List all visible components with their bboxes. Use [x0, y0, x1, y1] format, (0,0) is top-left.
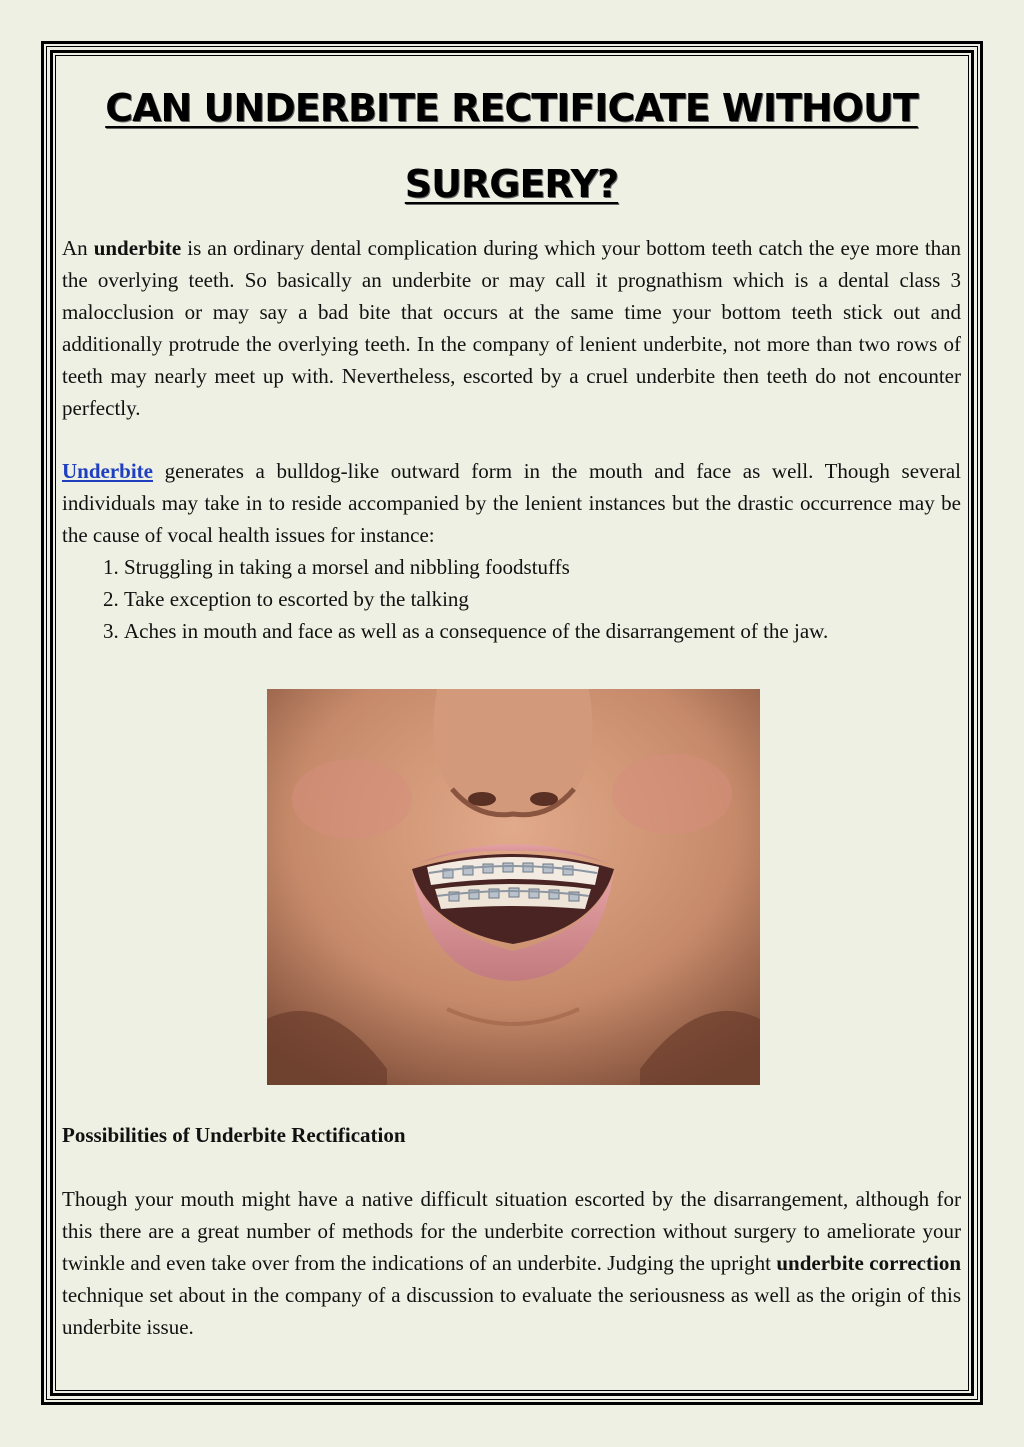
intro-paragraph [62, 232, 961, 424]
braces-smile-photo [267, 689, 760, 1085]
list-item: 1. Struggling in taking a morsel and nibbling foodstuffs [124, 551, 961, 583]
underbite-term: underbite [93, 236, 182, 260]
section-heading: Possibilities of Underbite Rectification [62, 1123, 406, 1147]
underbite-link[interactable]: Underbite [62, 459, 153, 483]
title-line-2: SURGERY? [404, 162, 619, 206]
list-item: 3. Aches in mouth and face as well as a consequence of the disarrangement of the jaw. [124, 615, 961, 647]
correction-paragraph [62, 1183, 961, 1343]
intro-text: is an ordinary dental complication during which your bottom teeth catch the eye more than the overlying teeth. So basically an underbite or may call it prognathism which is a dental class 3 malocclusion or may say a bad bite that occurs at the same time your bottom teeth stick out and additionally protrude the overlying teeth. In the company of lenient underbite, not more than two rows of teeth may nearly meet up with. Nevertheless, escorted by a cruel underbite then teeth do not encounter perfectly. [62, 236, 961, 420]
correction-text: technique set about in the company of a discussion to evaluate the seriousness as well as the origin of this underbite issue. [62, 1283, 961, 1339]
document-content [62, 70, 961, 1343]
title-line-1: CAN UNDERBITE RECTIFICATE WITHOUT [105, 86, 918, 130]
intro-lead: An [62, 236, 94, 260]
effects-paragraph [62, 455, 961, 551]
list-item: 2. Take exception to escorted by the talking [124, 583, 961, 615]
face-illustration [267, 689, 760, 1085]
page-title [62, 70, 961, 222]
correction-lead: Though your mouth might have a native difficult situation escorted by the disarrangement, although for this there are a great number of methods for the underbite correction without surgery to ameliorate your twinkle and even take over from the indications of an underbite. Judging the upright [62, 1187, 961, 1275]
issues-list [62, 551, 961, 647]
underbite-correction-term: underbite correction [776, 1251, 961, 1275]
effects-text: generates a bulldog-like outward form in the mouth and face as well. Though several individuals may take in to reside accompanied by the lenient instances but the drastic occurrence may be the cause of vocal health issues for instance: [62, 459, 961, 547]
